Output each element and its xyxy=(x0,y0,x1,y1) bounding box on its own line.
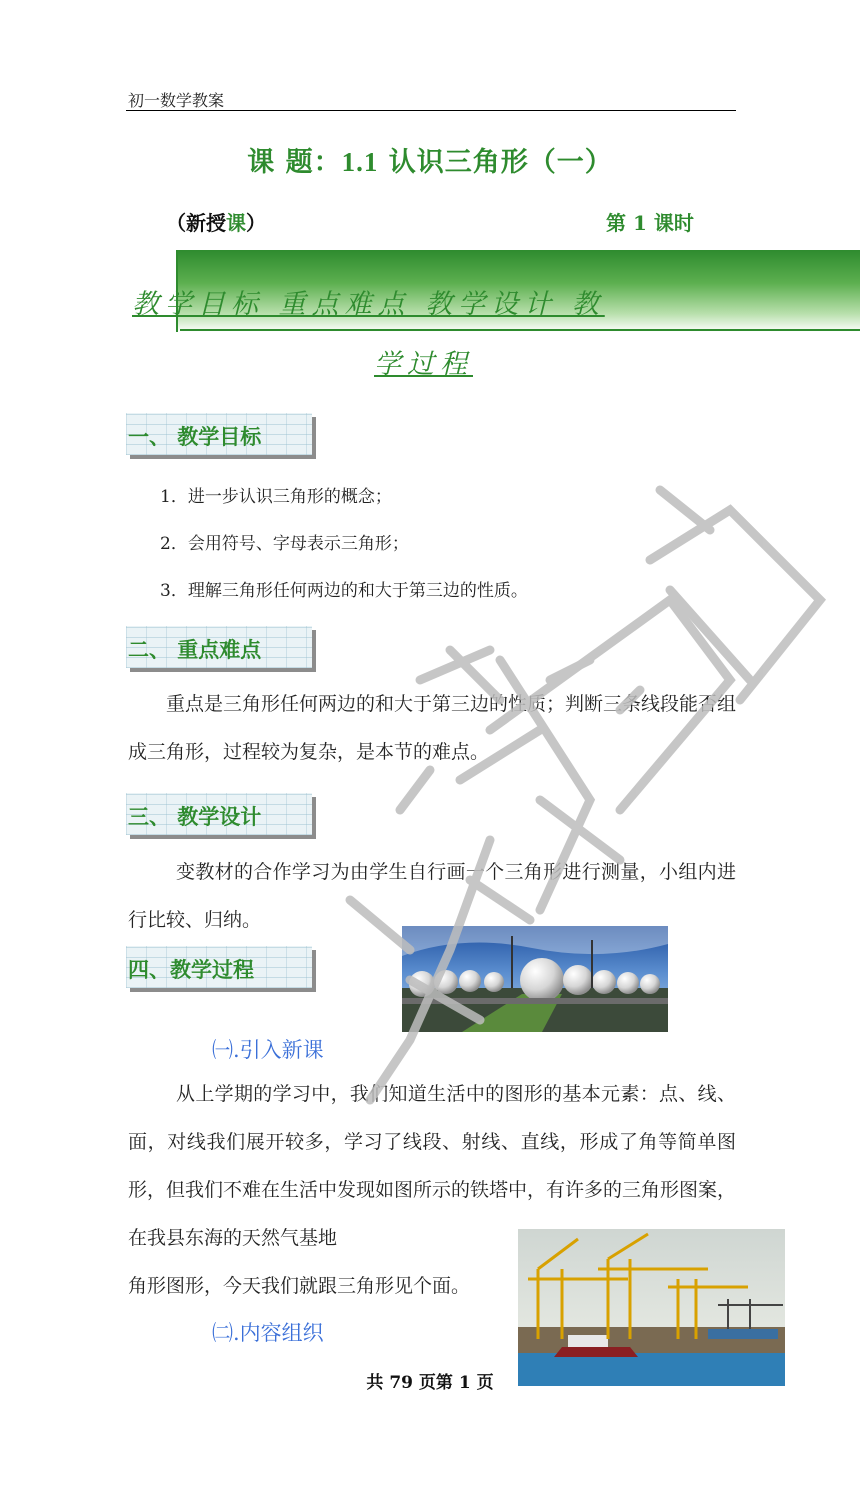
objective-item: 1．进一步认识三角形的概念； xyxy=(160,487,392,507)
header-rule xyxy=(126,110,736,111)
lesson-type-mid: 课 xyxy=(226,211,246,235)
lesson-type xyxy=(166,207,266,236)
title-number: 1.1 xyxy=(341,147,379,177)
objective-item: 2．会用符号、字母表示三角形； xyxy=(160,534,409,554)
title-text: 认识三角形（一） xyxy=(378,147,613,178)
process-part1-paragraph: 从上学期的学习中，我们知道生活中的图形的基本元素：点、线、面，对线我们展开较多，学习了线段、射线、直线，形成了角等简单图形，但我们不难在生活中发现如图所示的铁塔中，有许多的三角形图案，在我县东海的天然气基地 xyxy=(128,1083,737,1249)
lesson-title xyxy=(0,140,860,179)
section-title: 一、 教学目标 xyxy=(128,425,262,449)
section-heading-process xyxy=(126,946,312,988)
nav-links-line1[interactable]: 教学目标 重点难点 教学设计 教 xyxy=(132,289,605,320)
lesson-period: 第 1 课时 xyxy=(606,211,694,235)
title-prefix: 课 题： xyxy=(247,147,342,178)
section-heading-design xyxy=(126,793,312,835)
lesson-type-close: ） xyxy=(246,211,266,235)
process-part1-tail: 角形图形，今天我们就跟三角形见个面。 xyxy=(128,1275,471,1297)
port-cranes-photo xyxy=(518,1229,785,1386)
process-part1-title: ㈠.引入新课 xyxy=(212,1038,324,1062)
section-heading-objectives xyxy=(126,413,312,455)
section-title: 三、 教学设计 xyxy=(128,805,262,829)
objective-item: 3．理解三角形任何两边的和大于第三边的性质。 xyxy=(160,581,528,601)
process-part2-title: ㈡.内容组织 xyxy=(212,1321,324,1345)
header-title: 初一数学教案 xyxy=(128,91,225,110)
section-title: 二、 重点难点 xyxy=(128,638,262,662)
lesson-type-open: （新授 xyxy=(166,211,226,235)
keypoints-paragraph: 重点是三角形任何两边的和大于第三边的性质；判断三条线段能否组成三角形，过程较为复杂，是本节的难点。 xyxy=(128,693,737,763)
section-title: 四、教学过程 xyxy=(128,958,254,982)
page-footer: 共 79 页第 1 页 xyxy=(366,1373,494,1393)
gas-storage-photo xyxy=(402,926,668,1032)
nav-banner-line xyxy=(180,329,860,331)
nav-links-line2[interactable]: 学过程 xyxy=(374,349,473,380)
section-heading-keypoints xyxy=(126,626,312,668)
design-paragraph: 变教材的合作学习为由学生自行画一个三角形进行测量，小组内进行比较、归纳。 xyxy=(128,861,736,931)
